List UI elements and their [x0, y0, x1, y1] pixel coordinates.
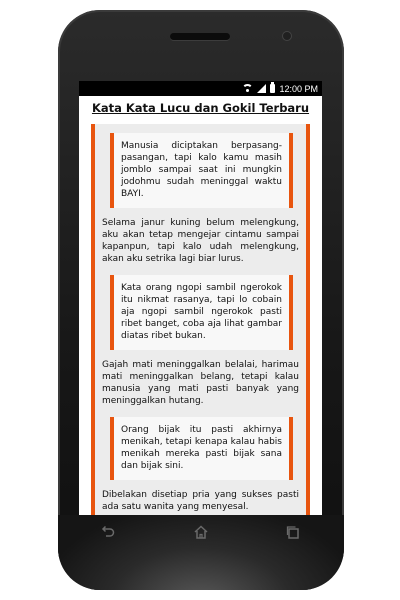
quote-card: Manusia diciptakan berpasang-pasangan, tapi kalo kamu masih jomblo sampai saat ini mungkin jodohmu sudah meninggal waktu BAYI. — [110, 133, 293, 208]
status-time: 12:00 PM — [279, 83, 318, 94]
earpiece-speaker — [170, 33, 230, 40]
page-title: Kata Kata Lucu dan Gokil Terbaru — [91, 101, 310, 115]
quote-card: Orang bijak itu pasti akhirnya menikah, tetapi kenapa kalau habis menikah mereka pasti bijak sana dan bijak sini. — [110, 417, 293, 480]
quote-text: Gajah mati meninggalkan belalai, harimau mati meninggalkan belang, tetapi kalau manusia yang mati pasti banyak yang meninggalkan hutang. — [102, 360, 299, 406]
home-icon[interactable] — [193, 524, 209, 540]
quote-text: Selama janur kuning belum melengkung, aku akan tetap mengejar cintamu sampai kapanpun, tapi kalo udah melengkung, akan aku setrika lagi biar lurus. — [102, 218, 299, 264]
quotes-list[interactable] — [91, 124, 310, 515]
status-bar — [79, 81, 322, 96]
back-icon[interactable] — [100, 524, 116, 540]
recent-apps-icon[interactable] — [285, 524, 301, 540]
navigation-bar — [79, 520, 322, 544]
quote-card: Kata orang ngopi sambil ngerokok itu nikmat rasanya, tapi lo cobain aja ngopi sambil ngerokok pasti ribet banget, coba aja lihat gambar diatas ribet bukan. — [110, 275, 293, 350]
status-icons — [242, 82, 318, 95]
app-screen — [79, 81, 322, 515]
wifi-icon — [242, 84, 253, 93]
signal-icon — [257, 84, 266, 93]
quote-text: Dibelakan disetiap pria yang sukses pasti ada satu wanita yang menyesal. — [102, 490, 299, 512]
battery-icon — [270, 84, 275, 93]
front-camera — [283, 32, 291, 40]
